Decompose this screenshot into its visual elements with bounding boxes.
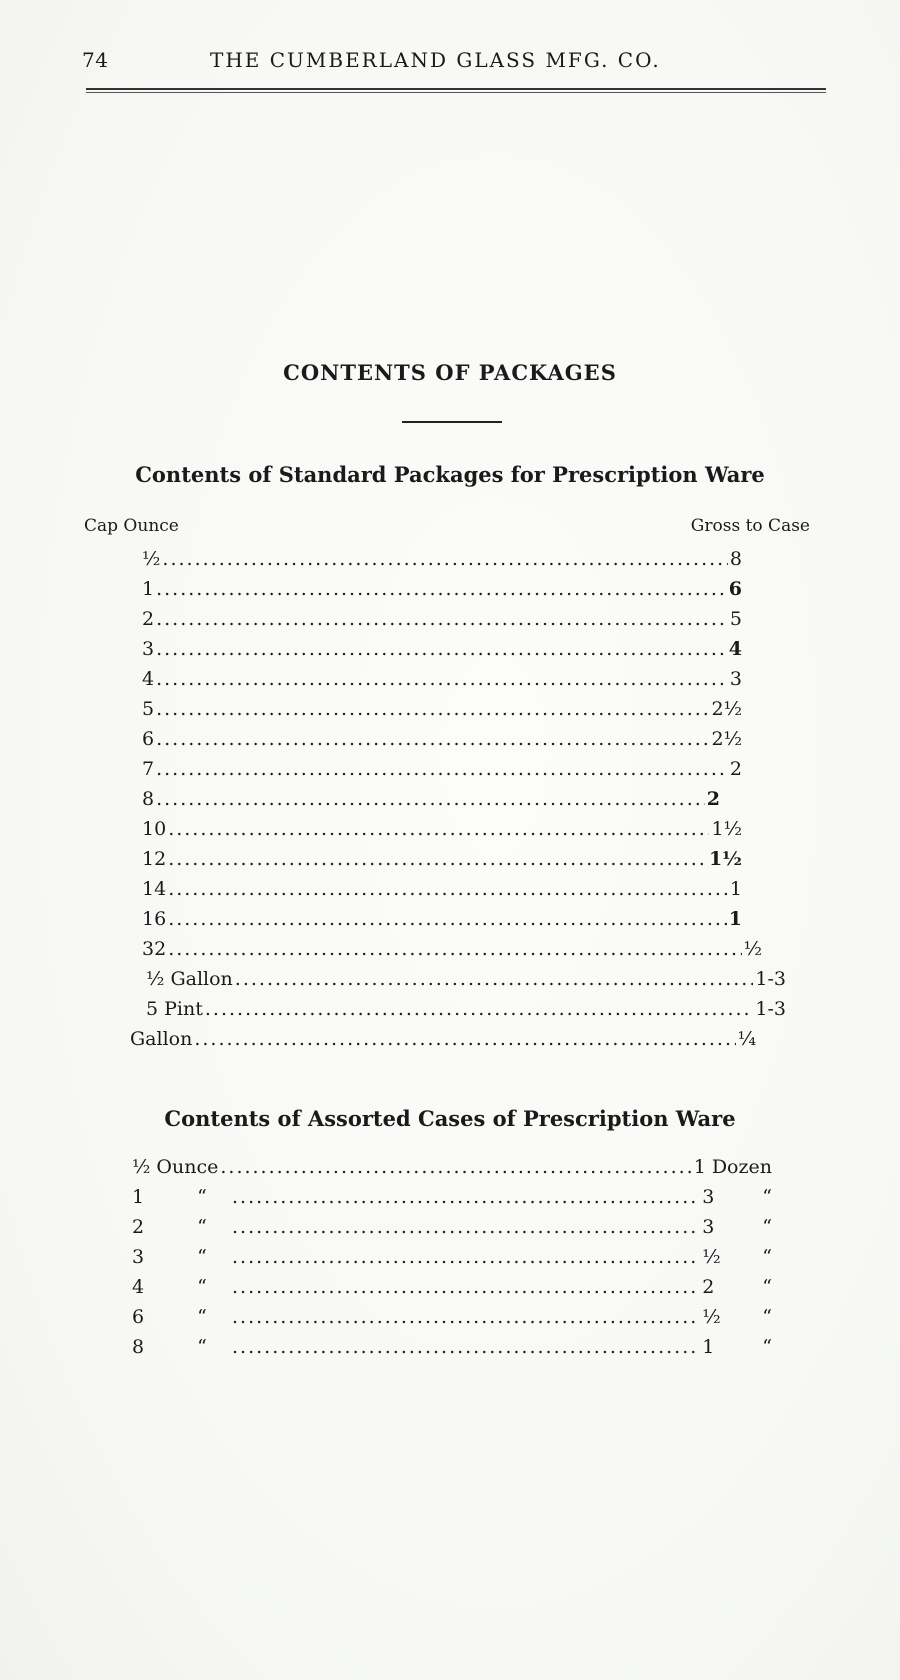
ditto-mark: “	[762, 1306, 772, 1328]
size-label: ½	[132, 1156, 151, 1178]
dot-leader	[156, 576, 727, 602]
list-item	[132, 1214, 772, 1240]
list-item	[132, 1244, 772, 1270]
table-row	[142, 636, 742, 662]
column-header-cap-ounce: Cap Ounce	[84, 516, 179, 536]
dot-leader	[168, 846, 707, 872]
row-value: 3	[729, 668, 742, 690]
table-row	[142, 576, 742, 602]
row-label: ½ Gallon	[146, 968, 233, 990]
dot-leader	[205, 996, 754, 1022]
row-value: 2	[729, 758, 742, 780]
row-value: 2½	[711, 698, 742, 720]
row-label: 14	[142, 878, 167, 900]
dot-leader	[168, 816, 709, 842]
ditto-mark: “	[197, 1246, 207, 1268]
size-label: 3	[132, 1246, 145, 1268]
row-label: 32	[142, 938, 167, 960]
header-rule-thick	[86, 88, 826, 90]
dot-leader	[232, 1304, 700, 1330]
ditto-mark: “	[197, 1306, 207, 1328]
ditto-mark: “	[197, 1186, 207, 1208]
ditto-mark: “	[197, 1336, 207, 1358]
dot-leader	[235, 966, 754, 992]
size-label: 4	[132, 1276, 145, 1298]
ditto-mark: “	[762, 1246, 772, 1268]
ditto-mark: “	[197, 1276, 207, 1298]
size-label: 6	[132, 1306, 145, 1328]
row-value: 1-3	[755, 998, 786, 1020]
row-label: 7	[142, 758, 155, 780]
list-item	[132, 1184, 772, 1210]
qty-value: ½	[702, 1306, 721, 1328]
qty-value: 1	[693, 1156, 706, 1178]
row-label: 4	[142, 668, 155, 690]
dot-leader	[194, 1026, 735, 1052]
table-row	[146, 966, 786, 992]
table-row	[142, 756, 742, 782]
row-label: Gallon	[130, 1028, 193, 1050]
table-row	[142, 816, 742, 842]
dot-leader	[220, 1154, 691, 1180]
row-value: 2	[706, 788, 720, 810]
dot-leader	[232, 1184, 700, 1210]
row-value: ¼	[737, 1028, 756, 1050]
table-row	[142, 786, 720, 812]
dot-leader	[232, 1274, 700, 1300]
size-label: 2	[132, 1216, 145, 1238]
dot-leader	[162, 546, 727, 572]
list-item	[132, 1154, 772, 1180]
qty-value: 3	[702, 1186, 715, 1208]
row-label: 2	[142, 608, 155, 630]
qty-value: ½	[702, 1246, 721, 1268]
row-value: 1	[729, 878, 742, 900]
dot-leader	[168, 936, 741, 962]
column-header-gross-to-case: Gross to Case	[690, 516, 810, 536]
table-row	[142, 876, 742, 902]
row-value: 8	[729, 548, 742, 570]
row-label: 12	[142, 848, 167, 870]
qty-value: 2	[702, 1276, 715, 1298]
list-item	[132, 1274, 772, 1300]
row-value: 2½	[711, 728, 742, 750]
size-label: 8	[132, 1336, 145, 1358]
section-title: CONTENTS OF PACKAGES	[283, 360, 617, 385]
header-rule-thin	[86, 92, 826, 93]
table-row	[142, 846, 742, 872]
row-label: 6	[142, 728, 155, 750]
table-row	[142, 666, 742, 692]
row-label: 5	[142, 698, 155, 720]
table-row	[142, 936, 762, 962]
running-head	[82, 48, 822, 78]
dot-leader	[156, 726, 709, 752]
dot-leader	[232, 1244, 700, 1270]
dot-leader	[156, 696, 709, 722]
row-label: 5 Pint	[146, 998, 203, 1020]
row-value: 6	[728, 578, 742, 600]
row-value: 1	[728, 908, 742, 930]
dot-leader	[156, 756, 728, 782]
dot-leader	[232, 1334, 700, 1360]
row-value: 5	[729, 608, 742, 630]
unit-label: Ounce	[156, 1156, 219, 1178]
table-row	[142, 606, 742, 632]
page-number: 74	[82, 48, 109, 72]
size-label: 1	[132, 1186, 145, 1208]
ditto-mark: “	[197, 1216, 207, 1238]
standard-packages-heading: Contents of Standard Packages for Prescription Ware	[135, 462, 765, 487]
row-value: 1½	[711, 818, 742, 840]
dot-leader	[168, 906, 727, 932]
qty-value: 1	[702, 1336, 715, 1358]
header-rule	[86, 88, 826, 93]
ditto-mark: “	[762, 1276, 772, 1298]
ditto-mark: “	[762, 1216, 772, 1238]
table-row	[142, 906, 742, 932]
row-label: 3	[142, 638, 155, 660]
dot-leader	[156, 636, 727, 662]
row-value: 1½	[708, 848, 742, 870]
dot-leader	[156, 606, 728, 632]
table-row	[130, 1026, 756, 1052]
qty-value: 3	[702, 1216, 715, 1238]
table-row	[142, 546, 742, 572]
title-rule	[402, 421, 502, 423]
row-value: 4	[728, 638, 742, 660]
table-row	[146, 996, 786, 1022]
table-row	[142, 696, 742, 722]
dot-leader	[156, 666, 728, 692]
ditto-mark: “	[762, 1186, 772, 1208]
table-row	[142, 726, 742, 752]
row-label: 8	[142, 788, 155, 810]
row-value: ½	[743, 938, 762, 960]
row-label: 10	[142, 818, 167, 840]
running-title: THE CUMBERLAND GLASS MFG. CO.	[210, 48, 661, 72]
qty-unit: Dozen	[711, 1156, 772, 1178]
row-label: ½	[142, 548, 161, 570]
list-item	[132, 1304, 772, 1330]
list-item	[132, 1334, 772, 1360]
dot-leader	[156, 786, 705, 812]
assorted-cases-heading: Contents of Assorted Cases of Prescription Ware	[164, 1106, 736, 1131]
row-value: 1-3	[755, 968, 786, 990]
row-label: 16	[142, 908, 167, 930]
dot-leader	[168, 876, 728, 902]
ditto-mark: “	[762, 1336, 772, 1358]
dot-leader	[232, 1214, 700, 1240]
row-label: 1	[142, 578, 155, 600]
